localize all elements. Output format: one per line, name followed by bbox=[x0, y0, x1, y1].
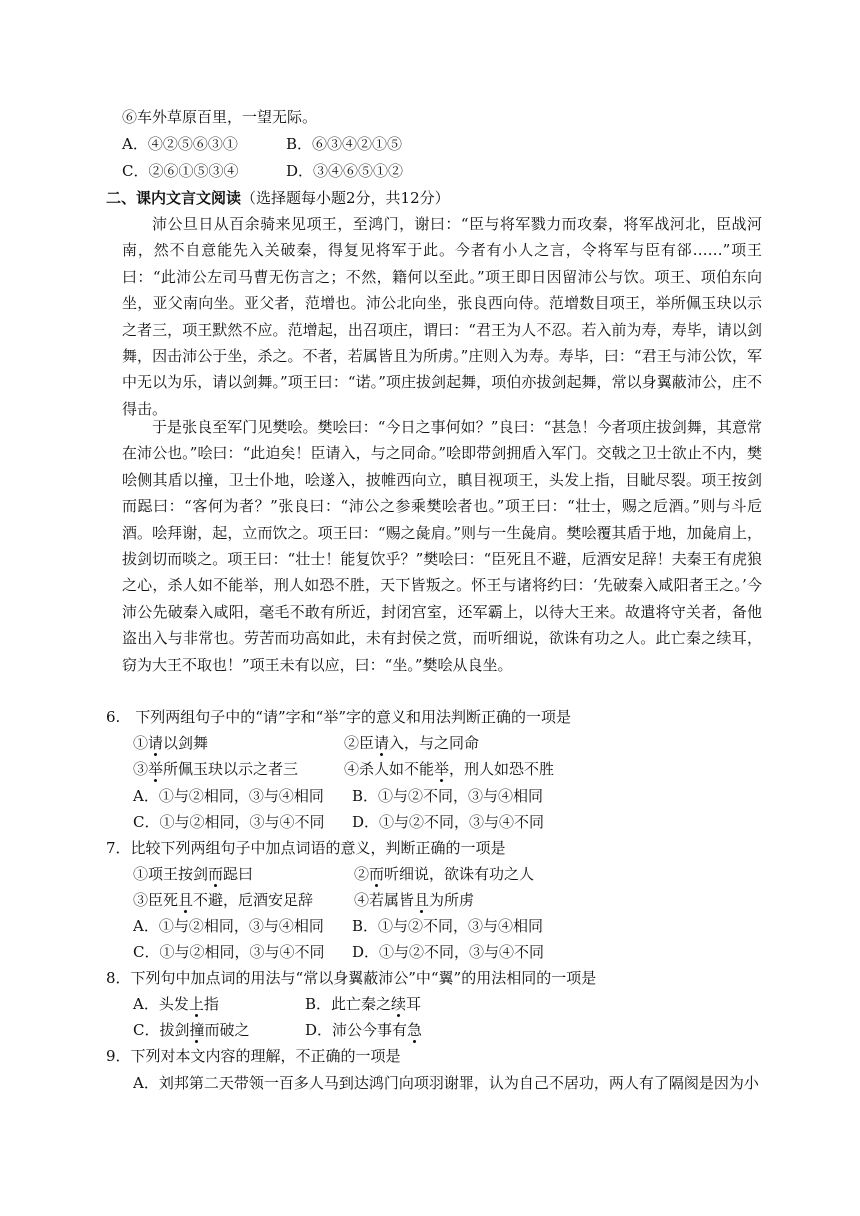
q7-option-d: D．①与②不同，③与④不同 bbox=[352, 943, 545, 961]
q8-option-c: C．拔剑撞而破之 bbox=[133, 1021, 250, 1039]
q8-option-d: D．沛公今事有急 bbox=[305, 1021, 423, 1039]
q7-option-a: A．①与②相同，③与④相同 bbox=[133, 917, 324, 935]
q9-option-a: A．刘邦第二天带领一百多人马到达鸿门向项羽谢罪，认为自己不居功，两人有了隔阂是因为小 bbox=[133, 1074, 759, 1092]
question-7-stem: 7．比较下列两组句子中加点词语的意义，判断正确的一项是 bbox=[106, 839, 506, 857]
q6-sentence-2: ②臣请入，与之同命 bbox=[344, 734, 480, 752]
section-note: （选择题每小题2分，共12分） bbox=[241, 189, 450, 207]
q6-sentence-3: ③举所佩玉玦以示之者三 bbox=[133, 760, 299, 778]
question-8-stem: 8．下列句中加点词的用法与“常以身翼蔽沛公”中“翼”的用法相同的一项是 bbox=[106, 969, 597, 987]
q7-sentence-4: ④若属皆且为所虏 bbox=[354, 891, 475, 909]
question-9-stem: 9．下列对本文内容的理解，不正确的一项是 bbox=[106, 1047, 401, 1065]
section-heading bbox=[106, 188, 450, 208]
option-c: C．②⑥①⑤③④ bbox=[122, 162, 239, 180]
q8-option-b: B．此亡秦之续耳 bbox=[305, 995, 422, 1013]
q7-sentence-2: ②而听细说，欲诛有功之人 bbox=[354, 865, 535, 883]
option-a-text: A．④②⑤⑥③① bbox=[122, 135, 238, 153]
option-b: B．⑥③④②①⑤ bbox=[286, 135, 403, 153]
q6-option-d: D．①与②不同，③与④不同 bbox=[352, 813, 545, 831]
q6-option-b: B．①与②不同，③与④相同 bbox=[352, 787, 544, 805]
q6-option-c: C．①与②相同，③与④不同 bbox=[133, 813, 325, 831]
q6-sentence-1: ①请以剑舞 bbox=[133, 734, 209, 752]
passage-paragraph-2: 于是张良至军门见樊哙。樊哙曰：“今日之事何如？”良曰：“甚急！今者项庄拔剑舞，其意常在沛公也。”哙曰：“此迫矣！臣请入，与之同命。”哙即带剑拥盾入军门。交戟之卫士欲止不内，樊哙侧其盾以撞，卫士仆地，哙遂入，披帷西向立，瞋目视项王，头发上指，目眦尽裂。项王按剑而跽曰：“客何为者？”张良曰：“沛公之参乘樊哙者也。”项王曰：“壮士，赐之卮酒。”则与斗卮酒。哙拜谢，起，立而饮之。项王曰：“赐之彘肩。”则与一生彘肩。樊哙覆其盾于地，加彘肩上，拔剑切而啖之。项王曰：“壮士！能复饮乎？”樊哙曰：“臣死且不避，卮酒安足辞！夫秦王有虎狼之心，杀人如不能举，刑人如恐不胜，天下皆叛之。怀王与诸将约曰：‘先破秦入咸阳者王之。’今沛公先破秦入咸阳，毫毛不敢有所近，封闭宫室，还军霸上，以待大王来。故遣将守关者，备他盗出入与非常也。劳苦而功高如此，未有封侯之赏，而听细说，欲诛有功之人。此亡秦之续耳，窃为大王不取也！”项王未有以应，曰：“坐。”樊哙从良坐。 bbox=[122, 418, 762, 674]
q7-option-b: B．①与②不同，③与④相同 bbox=[352, 917, 544, 935]
q7-option-c: C．①与②相同，③与④不同 bbox=[133, 943, 325, 961]
option-a bbox=[122, 134, 238, 154]
q8-option-a: A．头发上指 bbox=[133, 995, 219, 1013]
q7-sentence-1: ①项王按剑而跽曰 bbox=[133, 865, 254, 883]
q6-sentence-4: ④杀人如不能举，刑人如恐不胜 bbox=[344, 760, 555, 778]
option-d: D．③④⑥⑤①② bbox=[286, 162, 404, 180]
passage bbox=[122, 211, 762, 422]
passage-paragraph-1: 沛公旦日从百余骑来见项王，至鸿门，谢曰：“臣与将军戮力而攻秦，将军战河北，臣战河南，然不自意能先入关破秦，得复见将军于此。今者有小人之言，令将军与臣有郤……”项王曰：“此沛公左司马曹无伤言之；不然，籍何以至此。”项王即日因留沛公与饮。项王、项伯东向坐，亚父南向坐。亚父者，范增也。沛公北向坐，张良西向侍。范增数目项王，举所佩玉玦以示之者三，项王默然不应。范增起，出召项庄，谓曰：“君王为人不忍。若入前为寿，寿毕，请以剑舞，因击沛公于坐，杀之。不者，若属皆且为所虏。”庄则入为寿。寿毕，曰：“君王与沛公饮，军中无以为乐，请以剑舞。”项王曰：“诺。”项庄拔剑起舞，项伯亦拔剑起舞，常以身翼蔽沛公，庄不得击。 bbox=[122, 215, 762, 418]
section-title: 二、课内文言文阅读 bbox=[106, 189, 242, 207]
sentence-item-6: ⑥车外草原百里，一望无际。 bbox=[122, 108, 318, 126]
passage-2 bbox=[122, 414, 762, 678]
q6-option-a: A．①与②相同，③与④相同 bbox=[133, 787, 324, 805]
q7-sentence-3: ③臣死且不避，卮酒安足辞 bbox=[133, 891, 314, 909]
question-6-stem: 6. 下列两组句子中的“请”字和“举”字的意义和用法判断正确的一项是 bbox=[106, 708, 571, 726]
